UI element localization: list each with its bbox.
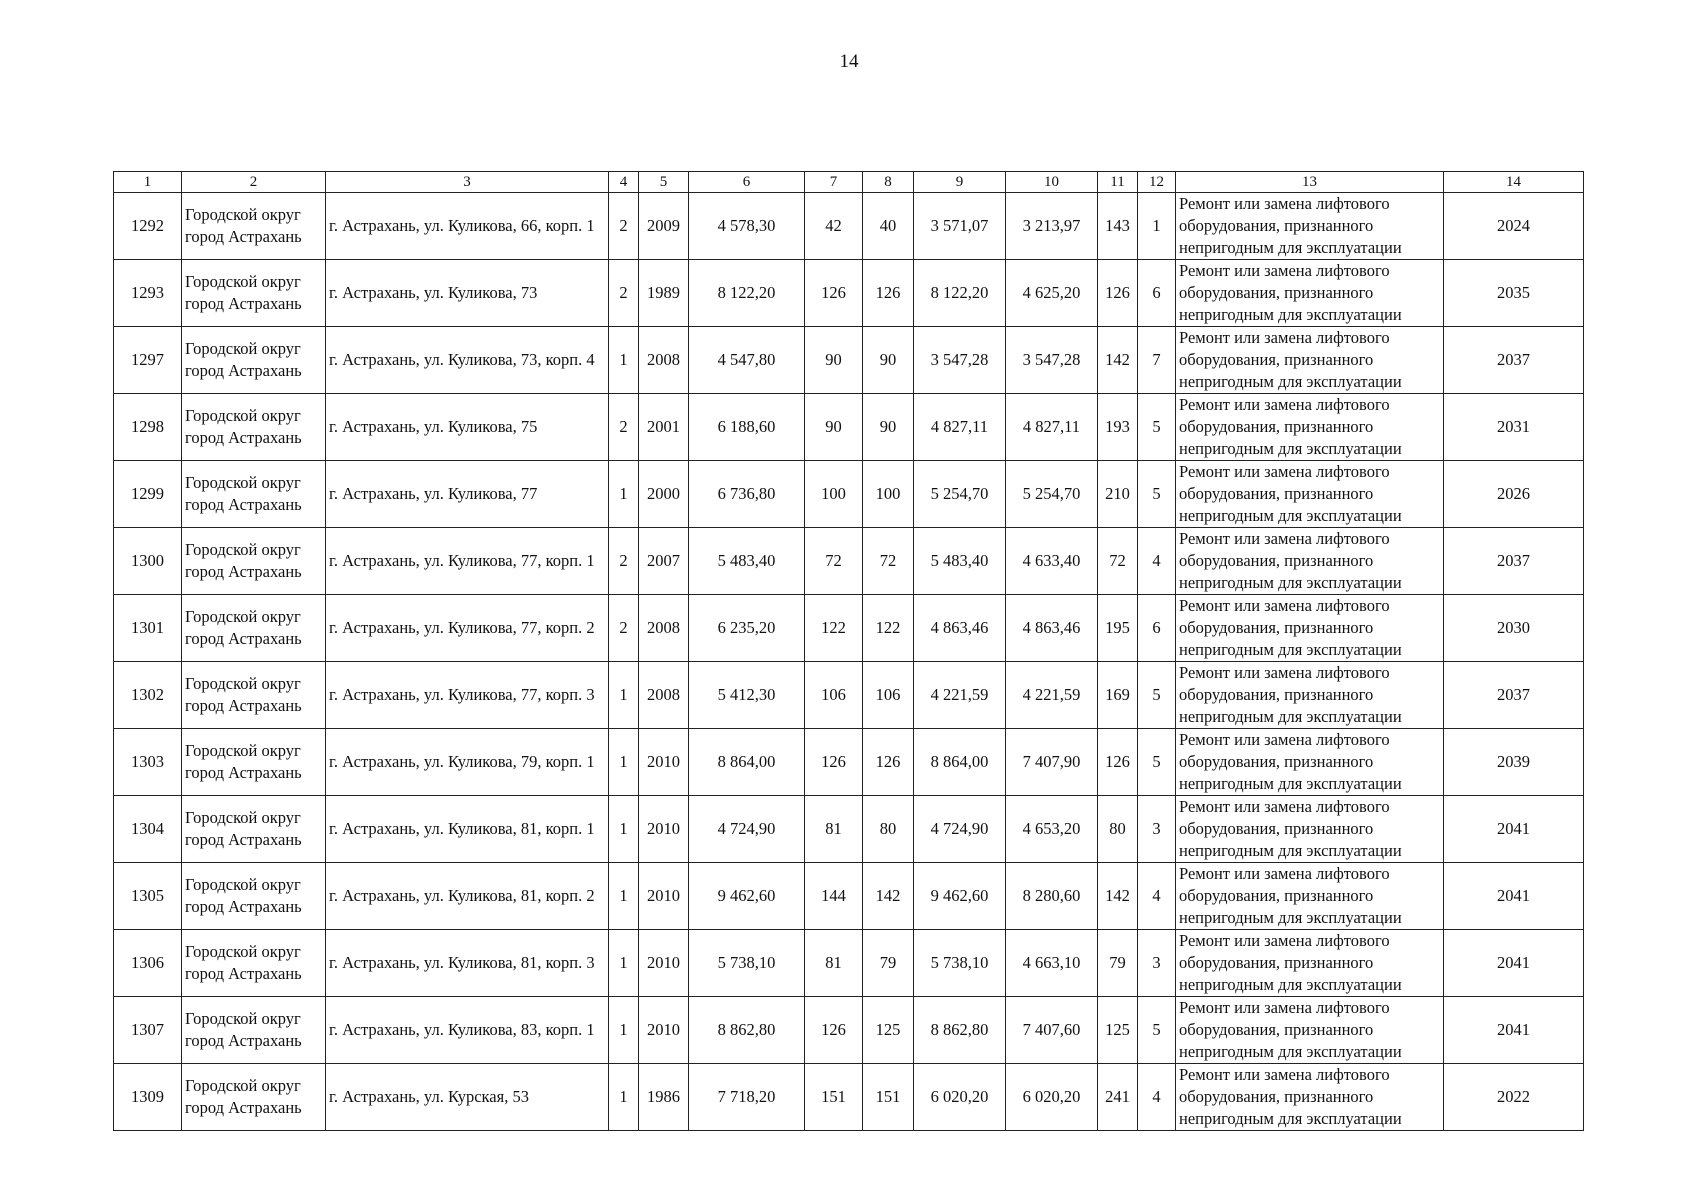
row-number-cell: 1292 — [114, 193, 182, 260]
planned-year-cell: 2037 — [1444, 528, 1584, 595]
table-row — [114, 796, 1584, 863]
work-type-cell: Ремонт или замена лифтового оборудования, признанного непригодным для эксплуатации — [1176, 327, 1444, 394]
planned-year-cell: 2041 — [1444, 930, 1584, 997]
municipality-cell: Городской округ город Астрахань — [182, 595, 326, 662]
value-11-cell: 193 — [1098, 394, 1138, 461]
value-8-cell: 90 — [863, 394, 914, 461]
column-header-1: 1 — [114, 172, 182, 193]
repair-register-table — [113, 171, 1584, 1131]
work-type-cell: Ремонт или замена лифтового оборудования, признанного непригодным для эксплуатации — [1176, 729, 1444, 796]
year-built-cell: 1986 — [639, 1064, 689, 1131]
row-number-cell: 1309 — [114, 1064, 182, 1131]
row-number-cell: 1306 — [114, 930, 182, 997]
floors-count-cell: 1 — [609, 729, 639, 796]
value-7-cell: 126 — [805, 997, 863, 1064]
column-header-14: 14 — [1444, 172, 1584, 193]
floors-count-cell: 2 — [609, 193, 639, 260]
address-cell: г. Астрахань, ул. Куликова, 75 — [326, 394, 609, 461]
row-number-cell: 1302 — [114, 662, 182, 729]
value-9-cell: 4 863,46 — [914, 595, 1006, 662]
floors-count-cell: 1 — [609, 1064, 639, 1131]
row-number-cell: 1307 — [114, 997, 182, 1064]
column-header-11: 11 — [1098, 172, 1138, 193]
municipality-cell: Городской округ город Астрахань — [182, 193, 326, 260]
value-8-cell: 122 — [863, 595, 914, 662]
total-area-cell: 6 188,60 — [689, 394, 805, 461]
table-row — [114, 193, 1584, 260]
column-header-5: 5 — [639, 172, 689, 193]
total-area-cell: 5 412,30 — [689, 662, 805, 729]
value-10-cell: 4 863,46 — [1006, 595, 1098, 662]
planned-year-cell: 2039 — [1444, 729, 1584, 796]
row-number-cell: 1305 — [114, 863, 182, 930]
planned-year-cell: 2041 — [1444, 863, 1584, 930]
municipality-cell: Городской округ город Астрахань — [182, 729, 326, 796]
address-cell: г. Астрахань, ул. Куликова, 81, корп. 3 — [326, 930, 609, 997]
value-12-cell: 6 — [1138, 260, 1176, 327]
value-11-cell: 195 — [1098, 595, 1138, 662]
column-header-12: 12 — [1138, 172, 1176, 193]
planned-year-cell: 2041 — [1444, 997, 1584, 1064]
value-8-cell: 106 — [863, 662, 914, 729]
value-11-cell: 126 — [1098, 260, 1138, 327]
row-number-cell: 1301 — [114, 595, 182, 662]
value-9-cell: 3 571,07 — [914, 193, 1006, 260]
value-8-cell: 126 — [863, 729, 914, 796]
total-area-cell: 5 483,40 — [689, 528, 805, 595]
total-area-cell: 7 718,20 — [689, 1064, 805, 1131]
planned-year-cell: 2030 — [1444, 595, 1584, 662]
value-7-cell: 144 — [805, 863, 863, 930]
value-8-cell: 151 — [863, 1064, 914, 1131]
value-11-cell: 142 — [1098, 863, 1138, 930]
work-type-cell: Ремонт или замена лифтового оборудования, признанного непригодным для эксплуатации — [1176, 461, 1444, 528]
value-8-cell: 126 — [863, 260, 914, 327]
municipality-cell: Городской округ город Астрахань — [182, 260, 326, 327]
year-built-cell: 2001 — [639, 394, 689, 461]
address-cell: г. Астрахань, ул. Куликова, 77, корп. 3 — [326, 662, 609, 729]
year-built-cell: 2008 — [639, 662, 689, 729]
value-12-cell: 6 — [1138, 595, 1176, 662]
planned-year-cell: 2037 — [1444, 327, 1584, 394]
column-header-3: 3 — [326, 172, 609, 193]
value-11-cell: 143 — [1098, 193, 1138, 260]
table-row — [114, 997, 1584, 1064]
value-7-cell: 106 — [805, 662, 863, 729]
work-type-cell: Ремонт или замена лифтового оборудования, признанного непригодным для эксплуатации — [1176, 260, 1444, 327]
total-area-cell: 8 864,00 — [689, 729, 805, 796]
column-header-10: 10 — [1006, 172, 1098, 193]
value-9-cell: 4 827,11 — [914, 394, 1006, 461]
value-10-cell: 4 221,59 — [1006, 662, 1098, 729]
value-7-cell: 126 — [805, 729, 863, 796]
value-7-cell: 100 — [805, 461, 863, 528]
value-11-cell: 169 — [1098, 662, 1138, 729]
value-9-cell: 5 254,70 — [914, 461, 1006, 528]
value-12-cell: 5 — [1138, 729, 1176, 796]
floors-count-cell: 1 — [609, 997, 639, 1064]
table-row — [114, 1064, 1584, 1131]
column-number-row — [114, 172, 1584, 193]
address-cell: г. Астрахань, ул. Куликова, 77, корп. 2 — [326, 595, 609, 662]
planned-year-cell: 2035 — [1444, 260, 1584, 327]
table-body — [114, 193, 1584, 1131]
value-12-cell: 5 — [1138, 394, 1176, 461]
row-number-cell: 1300 — [114, 528, 182, 595]
value-7-cell: 126 — [805, 260, 863, 327]
value-7-cell: 81 — [805, 930, 863, 997]
address-cell: г. Астрахань, ул. Куликова, 73, корп. 4 — [326, 327, 609, 394]
address-cell: г. Астрахань, ул. Курская, 53 — [326, 1064, 609, 1131]
value-8-cell: 125 — [863, 997, 914, 1064]
row-number-cell: 1299 — [114, 461, 182, 528]
total-area-cell: 4 578,30 — [689, 193, 805, 260]
municipality-cell: Городской округ город Астрахань — [182, 997, 326, 1064]
value-12-cell: 4 — [1138, 528, 1176, 595]
value-9-cell: 8 122,20 — [914, 260, 1006, 327]
floors-count-cell: 2 — [609, 260, 639, 327]
table-row — [114, 528, 1584, 595]
value-10-cell: 4 653,20 — [1006, 796, 1098, 863]
year-built-cell: 2008 — [639, 595, 689, 662]
floors-count-cell: 2 — [609, 394, 639, 461]
table-row — [114, 930, 1584, 997]
page-number: 14 — [839, 51, 859, 72]
value-11-cell: 126 — [1098, 729, 1138, 796]
year-built-cell: 2010 — [639, 863, 689, 930]
total-area-cell: 9 462,60 — [689, 863, 805, 930]
value-8-cell: 72 — [863, 528, 914, 595]
value-8-cell: 40 — [863, 193, 914, 260]
table-row — [114, 662, 1584, 729]
value-9-cell: 3 547,28 — [914, 327, 1006, 394]
floors-count-cell: 1 — [609, 461, 639, 528]
value-8-cell: 79 — [863, 930, 914, 997]
municipality-cell: Городской округ город Астрахань — [182, 930, 326, 997]
total-area-cell: 4 547,80 — [689, 327, 805, 394]
value-9-cell: 4 724,90 — [914, 796, 1006, 863]
value-12-cell: 3 — [1138, 796, 1176, 863]
planned-year-cell: 2031 — [1444, 394, 1584, 461]
floors-count-cell: 2 — [609, 528, 639, 595]
floors-count-cell: 2 — [609, 595, 639, 662]
work-type-cell: Ремонт или замена лифтового оборудования, признанного непригодным для эксплуатации — [1176, 193, 1444, 260]
value-10-cell: 4 663,10 — [1006, 930, 1098, 997]
work-type-cell: Ремонт или замена лифтового оборудования, признанного непригодным для эксплуатации — [1176, 796, 1444, 863]
row-number-cell: 1298 — [114, 394, 182, 461]
year-built-cell: 2000 — [639, 461, 689, 528]
municipality-cell: Городской округ город Астрахань — [182, 394, 326, 461]
address-cell: г. Астрахань, ул. Куликова, 73 — [326, 260, 609, 327]
value-10-cell: 3 213,97 — [1006, 193, 1098, 260]
value-9-cell: 8 864,00 — [914, 729, 1006, 796]
address-cell: г. Астрахань, ул. Куликова, 77 — [326, 461, 609, 528]
table-row — [114, 863, 1584, 930]
column-header-7: 7 — [805, 172, 863, 193]
address-cell: г. Астрахань, ул. Куликова, 81, корп. 2 — [326, 863, 609, 930]
value-12-cell: 7 — [1138, 327, 1176, 394]
value-7-cell: 81 — [805, 796, 863, 863]
row-number-cell: 1304 — [114, 796, 182, 863]
value-7-cell: 90 — [805, 327, 863, 394]
value-11-cell: 241 — [1098, 1064, 1138, 1131]
work-type-cell: Ремонт или замена лифтового оборудования, признанного непригодным для эксплуатации — [1176, 528, 1444, 595]
planned-year-cell: 2037 — [1444, 662, 1584, 729]
municipality-cell: Городской округ город Астрахань — [182, 662, 326, 729]
value-10-cell: 5 254,70 — [1006, 461, 1098, 528]
value-11-cell: 210 — [1098, 461, 1138, 528]
value-9-cell: 9 462,60 — [914, 863, 1006, 930]
work-type-cell: Ремонт или замена лифтового оборудования, признанного непригодным для эксплуатации — [1176, 1064, 1444, 1131]
table-row — [114, 595, 1584, 662]
table-row — [114, 327, 1584, 394]
row-number-cell: 1303 — [114, 729, 182, 796]
year-built-cell: 1989 — [639, 260, 689, 327]
table-header — [114, 172, 1584, 193]
value-12-cell: 4 — [1138, 1064, 1176, 1131]
value-7-cell: 42 — [805, 193, 863, 260]
value-9-cell: 4 221,59 — [914, 662, 1006, 729]
municipality-cell: Городской округ город Астрахань — [182, 327, 326, 394]
address-cell: г. Астрахань, ул. Куликова, 79, корп. 1 — [326, 729, 609, 796]
value-9-cell: 6 020,20 — [914, 1064, 1006, 1131]
value-8-cell: 142 — [863, 863, 914, 930]
year-built-cell: 2008 — [639, 327, 689, 394]
table-row — [114, 394, 1584, 461]
column-header-13: 13 — [1176, 172, 1444, 193]
value-10-cell: 4 827,11 — [1006, 394, 1098, 461]
value-7-cell: 122 — [805, 595, 863, 662]
year-built-cell: 2009 — [639, 193, 689, 260]
value-11-cell: 142 — [1098, 327, 1138, 394]
column-header-6: 6 — [689, 172, 805, 193]
value-11-cell: 79 — [1098, 930, 1138, 997]
municipality-cell: Городской округ город Астрахань — [182, 1064, 326, 1131]
work-type-cell: Ремонт или замена лифтового оборудования, признанного непригодным для эксплуатации — [1176, 394, 1444, 461]
table-row — [114, 461, 1584, 528]
value-8-cell: 100 — [863, 461, 914, 528]
work-type-cell: Ремонт или замена лифтового оборудования, признанного непригодным для эксплуатации — [1176, 930, 1444, 997]
floors-count-cell: 1 — [609, 327, 639, 394]
table-row — [114, 729, 1584, 796]
value-7-cell: 90 — [805, 394, 863, 461]
floors-count-cell: 1 — [609, 930, 639, 997]
floors-count-cell: 1 — [609, 863, 639, 930]
row-number-cell: 1293 — [114, 260, 182, 327]
municipality-cell: Городской округ город Астрахань — [182, 796, 326, 863]
year-built-cell: 2010 — [639, 729, 689, 796]
value-10-cell: 7 407,90 — [1006, 729, 1098, 796]
table-row — [114, 260, 1584, 327]
planned-year-cell: 2022 — [1444, 1064, 1584, 1131]
value-11-cell: 80 — [1098, 796, 1138, 863]
work-type-cell: Ремонт или замена лифтового оборудования, признанного непригодным для эксплуатации — [1176, 863, 1444, 930]
value-10-cell: 4 633,40 — [1006, 528, 1098, 595]
value-10-cell: 4 625,20 — [1006, 260, 1098, 327]
column-header-8: 8 — [863, 172, 914, 193]
total-area-cell: 4 724,90 — [689, 796, 805, 863]
address-cell: г. Астрахань, ул. Куликова, 83, корп. 1 — [326, 997, 609, 1064]
column-header-4: 4 — [609, 172, 639, 193]
value-10-cell: 6 020,20 — [1006, 1064, 1098, 1131]
municipality-cell: Городской округ город Астрахань — [182, 863, 326, 930]
row-number-cell: 1297 — [114, 327, 182, 394]
total-area-cell: 5 738,10 — [689, 930, 805, 997]
value-10-cell: 8 280,60 — [1006, 863, 1098, 930]
column-header-2: 2 — [182, 172, 326, 193]
value-10-cell: 7 407,60 — [1006, 997, 1098, 1064]
value-10-cell: 3 547,28 — [1006, 327, 1098, 394]
value-12-cell: 3 — [1138, 930, 1176, 997]
value-12-cell: 5 — [1138, 461, 1176, 528]
total-area-cell: 6 235,20 — [689, 595, 805, 662]
value-12-cell: 4 — [1138, 863, 1176, 930]
planned-year-cell: 2024 — [1444, 193, 1584, 260]
work-type-cell: Ремонт или замена лифтового оборудования, признанного непригодным для эксплуатации — [1176, 595, 1444, 662]
value-7-cell: 151 — [805, 1064, 863, 1131]
floors-count-cell: 1 — [609, 796, 639, 863]
column-header-9: 9 — [914, 172, 1006, 193]
value-12-cell: 5 — [1138, 997, 1176, 1064]
municipality-cell: Городской округ город Астрахань — [182, 528, 326, 595]
total-area-cell: 8 122,20 — [689, 260, 805, 327]
value-9-cell: 8 862,80 — [914, 997, 1006, 1064]
total-area-cell: 8 862,80 — [689, 997, 805, 1064]
year-built-cell: 2010 — [639, 997, 689, 1064]
total-area-cell: 6 736,80 — [689, 461, 805, 528]
value-11-cell: 72 — [1098, 528, 1138, 595]
year-built-cell: 2007 — [639, 528, 689, 595]
address-cell: г. Астрахань, ул. Куликова, 77, корп. 1 — [326, 528, 609, 595]
value-8-cell: 90 — [863, 327, 914, 394]
value-12-cell: 1 — [1138, 193, 1176, 260]
value-8-cell: 80 — [863, 796, 914, 863]
work-type-cell: Ремонт или замена лифтового оборудования, признанного непригодным для эксплуатации — [1176, 662, 1444, 729]
value-9-cell: 5 738,10 — [914, 930, 1006, 997]
value-9-cell: 5 483,40 — [914, 528, 1006, 595]
work-type-cell: Ремонт или замена лифтового оборудования, признанного непригодным для эксплуатации — [1176, 997, 1444, 1064]
floors-count-cell: 1 — [609, 662, 639, 729]
value-7-cell: 72 — [805, 528, 863, 595]
year-built-cell: 2010 — [639, 930, 689, 997]
year-built-cell: 2010 — [639, 796, 689, 863]
planned-year-cell: 2041 — [1444, 796, 1584, 863]
planned-year-cell: 2026 — [1444, 461, 1584, 528]
value-12-cell: 5 — [1138, 662, 1176, 729]
address-cell: г. Астрахань, ул. Куликова, 66, корп. 1 — [326, 193, 609, 260]
municipality-cell: Городской округ город Астрахань — [182, 461, 326, 528]
address-cell: г. Астрахань, ул. Куликова, 81, корп. 1 — [326, 796, 609, 863]
value-11-cell: 125 — [1098, 997, 1138, 1064]
